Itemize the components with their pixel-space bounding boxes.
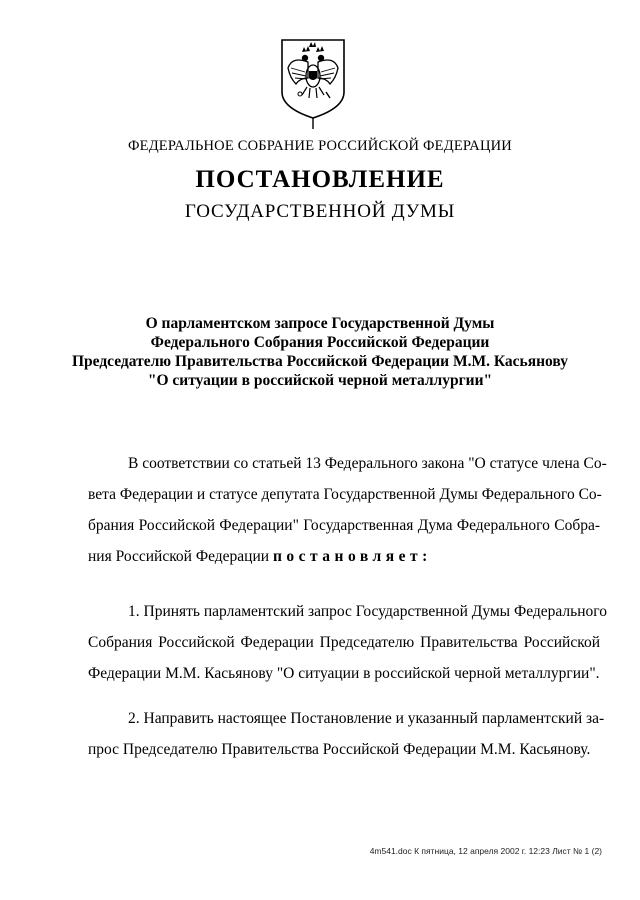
preamble-paragraph bbox=[88, 448, 607, 572]
title-line: "О ситуации в российской черной металлургии" bbox=[147, 372, 493, 389]
item-line: 1. Принять парламентский запрос Государственной Думы Федерального bbox=[128, 603, 607, 620]
russian-coat-of-arms-icon bbox=[278, 38, 348, 130]
resolution-title bbox=[60, 314, 580, 390]
title-line: О парламентском запросе Государственной Думы bbox=[145, 315, 495, 332]
page-footer: 4m541.doc К пятница, 12 апреля 2002 г. 12:23 Лист № 1 (2) bbox=[369, 846, 602, 856]
preamble-line: вета Федерации и статусе депутата Государственной Думы Федерального Со- bbox=[88, 486, 602, 503]
item-line: 2. Направить настоящее Постановление и указанный парламентский за- bbox=[128, 710, 605, 727]
item-line: прос Председателю Правительства Российской Федерации М.М. Касьянову. bbox=[88, 741, 591, 758]
preamble-line bbox=[88, 541, 600, 572]
title-line: Председателю Правительства Российской Федерации М.М. Касьянову bbox=[71, 353, 568, 370]
preamble-line: В соответствии со статьей 13 Федерального закона "О статусе члена Со- bbox=[128, 455, 607, 472]
preamble-line: брания Российской Федерации" Государственная Дума Федерального Собра- bbox=[88, 517, 600, 534]
title-line: Федерального Собрания Российской Федерации bbox=[150, 334, 490, 351]
item-line: Федерации М.М. Касьянову "О ситуации в российской черной металлургии". bbox=[88, 665, 600, 682]
resolution-item-1 bbox=[88, 596, 607, 689]
resolves-word: постановляет bbox=[272, 548, 423, 565]
preamble-last-prefix: ния Российской Федерации bbox=[88, 548, 270, 565]
document-subtype: ГОСУДАРСТВЕННОЙ ДУМЫ bbox=[184, 201, 456, 222]
item-line: Собрания Российской Федерации Председателю Правительства Российской bbox=[88, 634, 600, 651]
resolution-item-2 bbox=[88, 703, 605, 765]
document-type: ПОСТАНОВЛЕНИЕ bbox=[195, 166, 445, 193]
resolves-colon: : bbox=[422, 548, 428, 565]
organization-name: ФЕДЕРАЛЬНОЕ СОБРАНИЕ РОССИЙСКОЙ ФЕДЕРАЦИИ bbox=[128, 138, 512, 154]
